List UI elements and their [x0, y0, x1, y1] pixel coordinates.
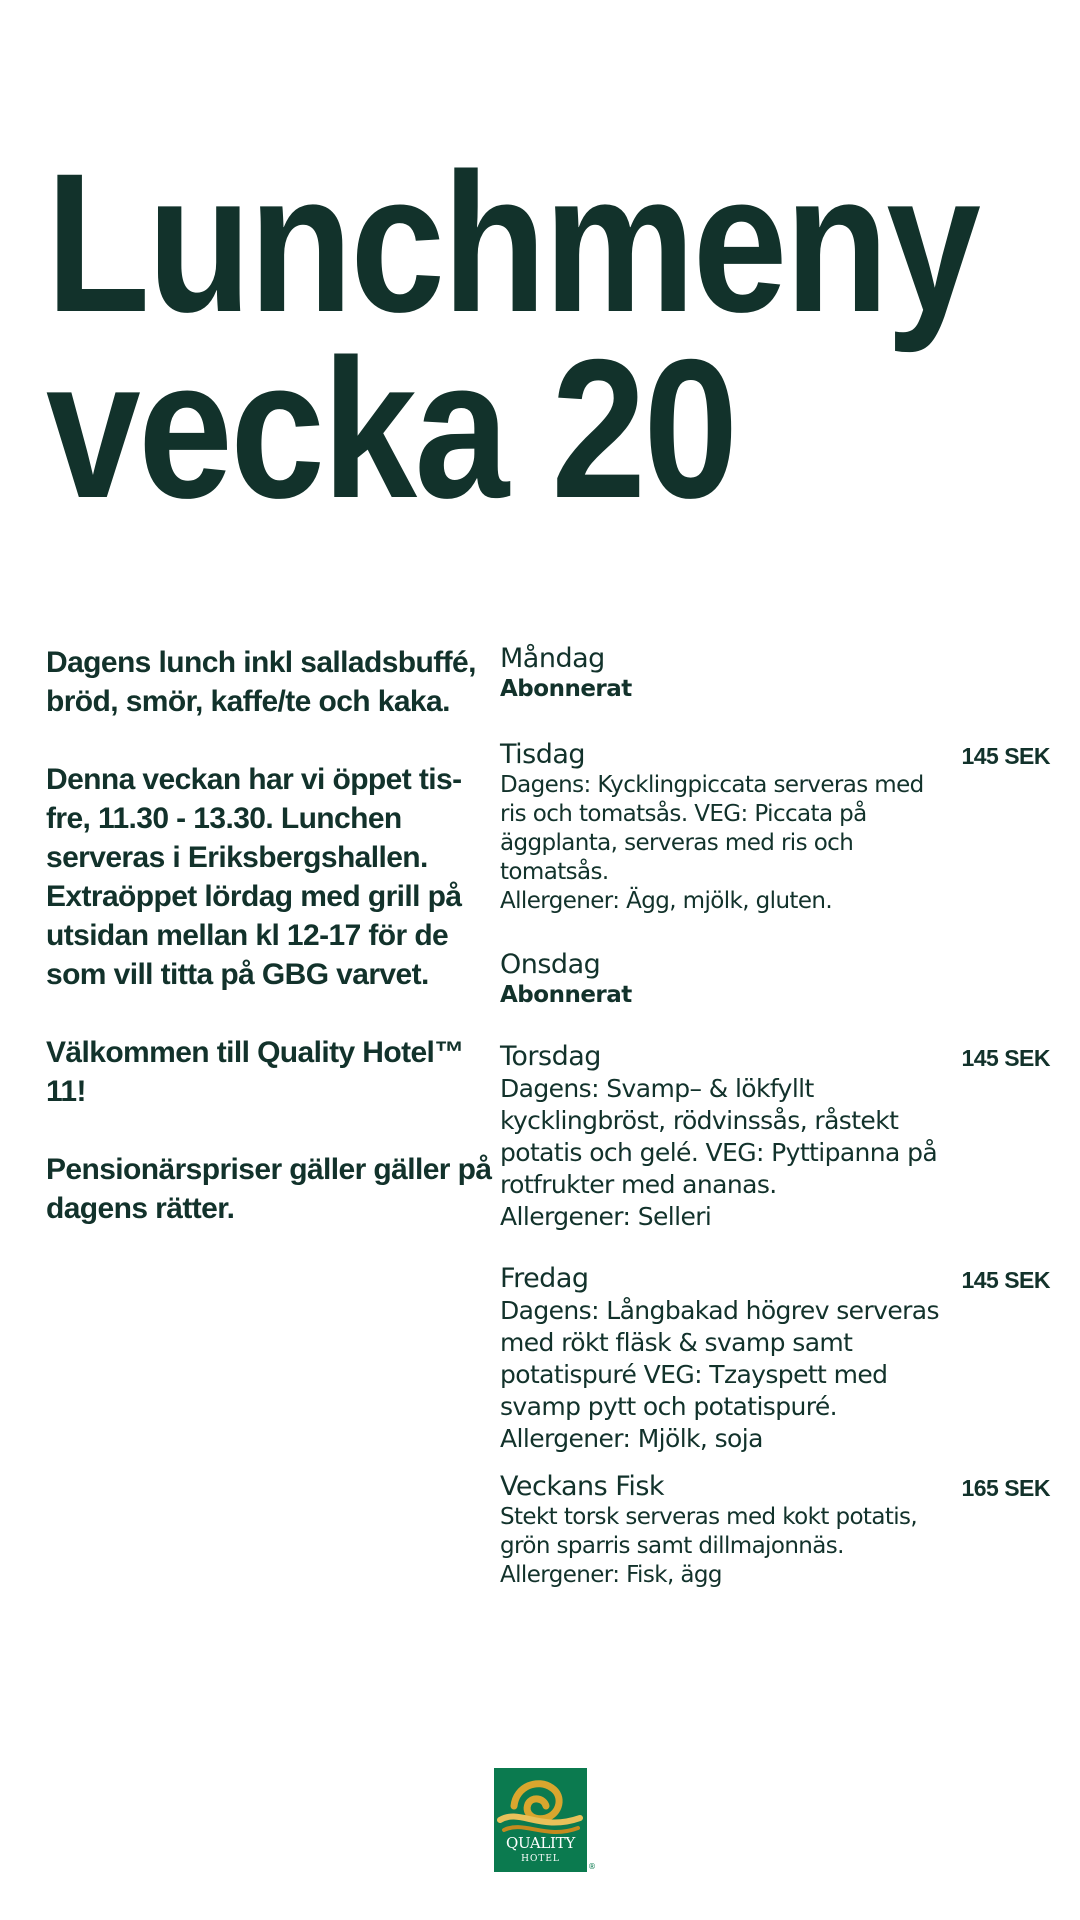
- day-name: Onsdag: [500, 949, 601, 980]
- registered-mark: ®: [588, 1862, 596, 1871]
- menu-day-fish: [500, 1471, 1060, 1590]
- dish-description: Dagens: Långbakad högrev serveras med rökt fläsk & svamp samt potatispuré VEG: Tzayspett med svamp pytt och potatispuré.: [500, 1296, 939, 1421]
- quality-hotel-logo: [494, 1768, 587, 1872]
- menu-day-monday: [500, 643, 1060, 739]
- title-line-1: Lunchmeny: [46, 132, 979, 353]
- dish-description: Dagens: Svamp– & lökfyllt kycklingbröst, rödvinssås, råstekt potatis och gelé. VEG: Pyttipanna på rotfrukter med ananas.: [500, 1074, 938, 1199]
- title-line-2: vecka 20: [46, 318, 736, 539]
- price: 145 SEK: [961, 1267, 1050, 1293]
- menu-title: [46, 132, 979, 539]
- intro-paragraph-welcome: Välkommen till Quality Hotel™ 11!: [46, 1036, 464, 1108]
- logo-word-hotel: HOTEL: [521, 1854, 560, 1864]
- day-note: Abonnerat: [500, 676, 632, 702]
- menu-day-wednesday: [500, 949, 1060, 1041]
- allergens: Allergener: Ägg, mjölk, gluten.: [500, 888, 833, 914]
- quality-q-emblem-icon: [494, 1768, 587, 1840]
- allergens: Allergener: Fisk, ägg: [500, 1562, 722, 1588]
- dish-description: Dagens: Kycklingpiccata serveras med ris och tomatsås. VEG: Piccata på äggplanta, serveras med ris och tomatsås.: [500, 772, 924, 885]
- price: 165 SEK: [961, 1475, 1050, 1501]
- day-name: Veckans Fisk: [500, 1471, 665, 1502]
- allergens: Allergener: Selleri: [500, 1202, 712, 1231]
- menu-day-friday: [500, 1263, 1060, 1471]
- allergens: Allergener: Mjölk, soja: [500, 1424, 763, 1453]
- intro-text: [46, 643, 506, 1267]
- intro-paragraph-senior-prices: Pensionärspriser gäller gäller på dagens rätter.: [46, 1153, 492, 1225]
- menu-day-thursday: [500, 1041, 1060, 1263]
- intro-paragraph-opening-hours: Denna veckan har vi öppet tis- fre, 11.30 - 13.30. Lunchen serveras i Eriksbergshallen. Extraöppet lördag med grill på utsidan mellan kl 12-17 för de som vill titta på GBG varvet.: [46, 763, 462, 991]
- day-name: Måndag: [500, 643, 605, 674]
- price: 145 SEK: [961, 1045, 1050, 1071]
- day-name: Tisdag: [500, 739, 586, 770]
- day-name: Fredag: [500, 1263, 589, 1294]
- day-note: Abonnerat: [500, 982, 632, 1008]
- price: 145 SEK: [961, 743, 1050, 769]
- weekly-menu: [500, 643, 1060, 1590]
- logo-word-quality: QUALITY: [505, 1834, 575, 1852]
- dish-description: Stekt torsk serveras med kokt potatis, grön sparris samt dillmajonnäs.: [500, 1504, 918, 1559]
- intro-paragraph-lunch-includes: Dagens lunch inkl salladsbuffé, bröd, smör, kaffe/te och kaka.: [46, 646, 476, 718]
- menu-day-tuesday: [500, 739, 1060, 949]
- day-name: Torsdag: [500, 1041, 601, 1072]
